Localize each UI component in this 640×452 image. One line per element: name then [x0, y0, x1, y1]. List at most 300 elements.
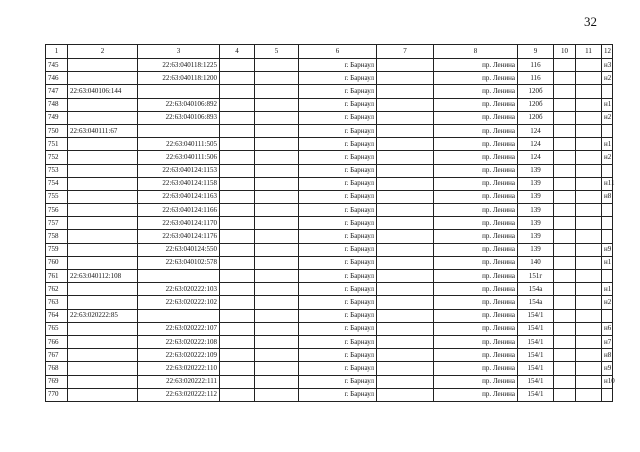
column-header: 6 [299, 45, 377, 59]
column-5-cell [255, 151, 299, 164]
city-cell: г. Барнаул [299, 230, 377, 243]
column-header: 8 [434, 45, 518, 59]
street-cell: пр. Ленина [434, 335, 518, 348]
parcel-number-cell [68, 111, 138, 124]
premises-number-cell [602, 270, 613, 283]
column-5-cell [255, 309, 299, 322]
column-7-cell [377, 283, 434, 296]
premises-number-cell: н8 [602, 190, 613, 203]
column-4-cell [220, 349, 255, 362]
column-10-cell [554, 270, 576, 283]
table-row [46, 204, 613, 217]
column-10-cell [554, 256, 576, 269]
column-11-cell [576, 59, 602, 72]
table-row [46, 59, 613, 72]
parcel-number-cell [68, 362, 138, 375]
street-cell: пр. Ленина [434, 375, 518, 388]
column-7-cell [377, 388, 434, 401]
row-number-cell: 767 [46, 349, 68, 362]
column-header: 9 [518, 45, 554, 59]
cadastral-number-cell [138, 85, 220, 98]
city-cell: г. Барнаул [299, 309, 377, 322]
city-cell: г. Барнаул [299, 256, 377, 269]
column-10-cell [554, 322, 576, 335]
parcel-number-cell [68, 296, 138, 309]
column-10-cell [554, 85, 576, 98]
parcel-number-cell [68, 151, 138, 164]
premises-number-cell [602, 85, 613, 98]
column-header: 4 [220, 45, 255, 59]
parcel-number-cell [68, 190, 138, 203]
cadastral-number-cell: 22:63:020222:108 [138, 335, 220, 348]
row-number-cell: 769 [46, 375, 68, 388]
column-7-cell [377, 362, 434, 375]
table-row [46, 283, 613, 296]
parcel-number-cell [68, 335, 138, 348]
column-7-cell [377, 164, 434, 177]
premises-number-cell [602, 388, 613, 401]
row-number-cell: 766 [46, 335, 68, 348]
column-7-cell [377, 59, 434, 72]
city-cell: г. Барнаул [299, 322, 377, 335]
column-11-cell [576, 98, 602, 111]
row-number-cell: 756 [46, 204, 68, 217]
column-header: 11 [576, 45, 602, 59]
table-row [46, 164, 613, 177]
city-cell: г. Барнаул [299, 217, 377, 230]
column-4-cell [220, 164, 255, 177]
column-5-cell [255, 217, 299, 230]
parcel-number-cell [68, 230, 138, 243]
cadastral-number-cell: 22:63:040106:892 [138, 98, 220, 111]
cadastral-number-cell: 22:63:040124:1166 [138, 204, 220, 217]
table-row [46, 256, 613, 269]
column-11-cell [576, 256, 602, 269]
column-5-cell [255, 204, 299, 217]
column-7-cell [377, 190, 434, 203]
city-cell: г. Барнаул [299, 335, 377, 348]
parcel-number-cell [68, 256, 138, 269]
column-11-cell [576, 177, 602, 190]
row-number-cell: 758 [46, 230, 68, 243]
city-cell: г. Барнаул [299, 349, 377, 362]
column-10-cell [554, 138, 576, 151]
column-4-cell [220, 98, 255, 111]
row-number-cell: 763 [46, 296, 68, 309]
column-header: 1 [46, 45, 68, 59]
cadastral-number-cell: 22:63:040102:578 [138, 256, 220, 269]
cadastral-number-cell: 22:63:020222:112 [138, 388, 220, 401]
column-11-cell [576, 322, 602, 335]
table-row [46, 349, 613, 362]
table-row [46, 217, 613, 230]
house-number-cell: 154/1 [518, 322, 554, 335]
column-11-cell [576, 138, 602, 151]
column-7-cell [377, 296, 434, 309]
premises-number-cell: н11 [602, 177, 613, 190]
parcel-number-cell [68, 164, 138, 177]
cadastral-number-cell: 22:63:040111:505 [138, 138, 220, 151]
column-4-cell [220, 72, 255, 85]
column-11-cell [576, 388, 602, 401]
cadastral-number-cell: 22:63:020222:109 [138, 349, 220, 362]
column-10-cell [554, 98, 576, 111]
header-row [46, 45, 613, 59]
street-cell: пр. Ленина [434, 138, 518, 151]
premises-number-cell: н3 [602, 59, 613, 72]
street-cell: пр. Ленина [434, 362, 518, 375]
street-cell: пр. Ленина [434, 256, 518, 269]
premises-number-cell: н9 [602, 243, 613, 256]
house-number-cell: 140 [518, 256, 554, 269]
house-number-cell: 154/1 [518, 362, 554, 375]
column-10-cell [554, 190, 576, 203]
house-number-cell: 154/1 [518, 349, 554, 362]
house-number-cell: 120б [518, 85, 554, 98]
premises-number-cell [602, 124, 613, 137]
city-cell: г. Барнаул [299, 138, 377, 151]
column-5-cell [255, 230, 299, 243]
column-4-cell [220, 190, 255, 203]
street-cell: пр. Ленина [434, 151, 518, 164]
parcel-number-cell [68, 375, 138, 388]
table-row [46, 190, 613, 203]
column-11-cell [576, 362, 602, 375]
city-cell: г. Барнаул [299, 124, 377, 137]
column-5-cell [255, 270, 299, 283]
street-cell: пр. Ленина [434, 322, 518, 335]
column-4-cell [220, 309, 255, 322]
column-4-cell [220, 296, 255, 309]
column-11-cell [576, 204, 602, 217]
street-cell: пр. Ленина [434, 190, 518, 203]
registry-table [45, 44, 613, 402]
city-cell: г. Барнаул [299, 177, 377, 190]
column-11-cell [576, 111, 602, 124]
cadastral-number-cell [138, 124, 220, 137]
row-number-cell: 750 [46, 124, 68, 137]
parcel-number-cell: 22:63:040106:144 [68, 85, 138, 98]
column-5-cell [255, 349, 299, 362]
premises-number-cell [602, 164, 613, 177]
row-number-cell: 749 [46, 111, 68, 124]
city-cell: г. Барнаул [299, 375, 377, 388]
street-cell: пр. Ленина [434, 309, 518, 322]
premises-number-cell: н1 [602, 98, 613, 111]
column-5-cell [255, 164, 299, 177]
house-number-cell: 154а [518, 283, 554, 296]
row-number-cell: 764 [46, 309, 68, 322]
house-number-cell: 139 [518, 230, 554, 243]
cadastral-number-cell: 22:63:040124:1153 [138, 164, 220, 177]
street-cell: пр. Ленина [434, 85, 518, 98]
column-11-cell [576, 164, 602, 177]
row-number-cell: 762 [46, 283, 68, 296]
column-4-cell [220, 217, 255, 230]
column-7-cell [377, 322, 434, 335]
column-10-cell [554, 204, 576, 217]
street-cell: пр. Ленина [434, 164, 518, 177]
table-row [46, 72, 613, 85]
city-cell: г. Барнаул [299, 243, 377, 256]
table-row [46, 177, 613, 190]
city-cell: г. Барнаул [299, 362, 377, 375]
column-header: 3 [138, 45, 220, 59]
column-10-cell [554, 309, 576, 322]
street-cell: пр. Ленина [434, 72, 518, 85]
house-number-cell: 124 [518, 151, 554, 164]
row-number-cell: 753 [46, 164, 68, 177]
house-number-cell: 139 [518, 217, 554, 230]
column-11-cell [576, 349, 602, 362]
street-cell: пр. Ленина [434, 98, 518, 111]
cadastral-number-cell: 22:63:020222:102 [138, 296, 220, 309]
row-number-cell: 755 [46, 190, 68, 203]
column-7-cell [377, 177, 434, 190]
column-4-cell [220, 375, 255, 388]
street-cell: пр. Ленина [434, 177, 518, 190]
column-4-cell [220, 243, 255, 256]
row-number-cell: 757 [46, 217, 68, 230]
house-number-cell: 154/1 [518, 335, 554, 348]
city-cell: г. Барнаул [299, 151, 377, 164]
house-number-cell: 124 [518, 124, 554, 137]
column-5-cell [255, 111, 299, 124]
table-row [46, 309, 613, 322]
column-10-cell [554, 230, 576, 243]
parcel-number-cell [68, 138, 138, 151]
column-5-cell [255, 98, 299, 111]
parcel-number-cell: 22:63:040112:108 [68, 270, 138, 283]
cadastral-number-cell: 22:63:020222:110 [138, 362, 220, 375]
column-10-cell [554, 349, 576, 362]
street-cell: пр. Ленина [434, 217, 518, 230]
column-7-cell [377, 98, 434, 111]
column-7-cell [377, 72, 434, 85]
table-row [46, 335, 613, 348]
premises-number-cell: н10 [602, 375, 613, 388]
city-cell: г. Барнаул [299, 72, 377, 85]
row-number-cell: 745 [46, 59, 68, 72]
column-7-cell [377, 138, 434, 151]
parcel-number-cell [68, 217, 138, 230]
parcel-number-cell [68, 349, 138, 362]
column-10-cell [554, 335, 576, 348]
column-4-cell [220, 283, 255, 296]
city-cell: г. Барнаул [299, 98, 377, 111]
cadastral-number-cell: 22:63:020222:111 [138, 375, 220, 388]
street-cell: пр. Ленина [434, 59, 518, 72]
column-10-cell [554, 111, 576, 124]
parcel-number-cell [68, 322, 138, 335]
column-10-cell [554, 217, 576, 230]
premises-number-cell [602, 309, 613, 322]
cadastral-number-cell: 22:63:040124:1176 [138, 230, 220, 243]
parcel-number-cell: 22:63:020222:85 [68, 309, 138, 322]
column-7-cell [377, 243, 434, 256]
page-number: 32 [584, 14, 597, 29]
column-header: 2 [68, 45, 138, 59]
street-cell: пр. Ленина [434, 388, 518, 401]
column-10-cell [554, 296, 576, 309]
city-cell: г. Барнаул [299, 283, 377, 296]
row-number-cell: 760 [46, 256, 68, 269]
parcel-number-cell [68, 204, 138, 217]
parcel-number-cell: 22:63:040111:67 [68, 124, 138, 137]
premises-number-cell: н2 [602, 296, 613, 309]
street-cell: пр. Ленина [434, 243, 518, 256]
column-11-cell [576, 85, 602, 98]
column-11-cell [576, 335, 602, 348]
column-7-cell [377, 111, 434, 124]
column-5-cell [255, 72, 299, 85]
premises-number-cell: н8 [602, 349, 613, 362]
column-5-cell [255, 388, 299, 401]
house-number-cell: 120б [518, 111, 554, 124]
column-4-cell [220, 151, 255, 164]
row-number-cell: 748 [46, 98, 68, 111]
cadastral-number-cell: 22:63:020222:103 [138, 283, 220, 296]
column-5-cell [255, 375, 299, 388]
house-number-cell: 154/1 [518, 309, 554, 322]
column-10-cell [554, 362, 576, 375]
premises-number-cell: н6 [602, 322, 613, 335]
city-cell: г. Барнаул [299, 190, 377, 203]
column-5-cell [255, 59, 299, 72]
house-number-cell: 154/1 [518, 388, 554, 401]
parcel-number-cell [68, 388, 138, 401]
column-5-cell [255, 243, 299, 256]
table-row [46, 296, 613, 309]
column-5-cell [255, 177, 299, 190]
row-number-cell: 759 [46, 243, 68, 256]
house-number-cell: 116 [518, 72, 554, 85]
cadastral-number-cell: 22:63:040111:506 [138, 151, 220, 164]
table-row [46, 85, 613, 98]
column-header: 10 [554, 45, 576, 59]
column-10-cell [554, 375, 576, 388]
column-4-cell [220, 85, 255, 98]
column-11-cell [576, 243, 602, 256]
cadastral-number-cell: 22:63:040106:893 [138, 111, 220, 124]
column-5-cell [255, 256, 299, 269]
column-11-cell [576, 230, 602, 243]
cadastral-number-cell: 22:63:040118:1225 [138, 59, 220, 72]
column-11-cell [576, 124, 602, 137]
row-number-cell: 770 [46, 388, 68, 401]
street-cell: пр. Ленина [434, 111, 518, 124]
house-number-cell: 116 [518, 59, 554, 72]
table-row [46, 243, 613, 256]
column-5-cell [255, 335, 299, 348]
column-4-cell [220, 138, 255, 151]
premises-number-cell: н2 [602, 72, 613, 85]
column-4-cell [220, 335, 255, 348]
parcel-number-cell [68, 177, 138, 190]
column-7-cell [377, 349, 434, 362]
column-11-cell [576, 375, 602, 388]
column-10-cell [554, 243, 576, 256]
street-cell: пр. Ленина [434, 204, 518, 217]
table-row [46, 124, 613, 137]
table-row [46, 98, 613, 111]
column-7-cell [377, 270, 434, 283]
column-4-cell [220, 124, 255, 137]
city-cell: г. Барнаул [299, 296, 377, 309]
table-row [46, 375, 613, 388]
house-number-cell: 120б [518, 98, 554, 111]
house-number-cell: 124 [518, 138, 554, 151]
column-7-cell [377, 335, 434, 348]
row-number-cell: 747 [46, 85, 68, 98]
column-4-cell [220, 204, 255, 217]
house-number-cell: 139 [518, 243, 554, 256]
row-number-cell: 746 [46, 72, 68, 85]
street-cell: пр. Ленина [434, 124, 518, 137]
premises-number-cell: н2 [602, 151, 613, 164]
column-10-cell [554, 283, 576, 296]
house-number-cell: 151г [518, 270, 554, 283]
cadastral-number-cell: 22:63:040124:1163 [138, 190, 220, 203]
column-5-cell [255, 296, 299, 309]
column-10-cell [554, 72, 576, 85]
column-11-cell [576, 217, 602, 230]
street-cell: пр. Ленина [434, 283, 518, 296]
column-4-cell [220, 111, 255, 124]
parcel-number-cell [68, 283, 138, 296]
house-number-cell: 154/1 [518, 375, 554, 388]
column-11-cell [576, 283, 602, 296]
premises-number-cell: н1 [602, 283, 613, 296]
column-10-cell [554, 124, 576, 137]
table-row [46, 388, 613, 401]
column-11-cell [576, 296, 602, 309]
table-row [46, 322, 613, 335]
column-5-cell [255, 283, 299, 296]
column-7-cell [377, 256, 434, 269]
house-number-cell: 139 [518, 177, 554, 190]
street-cell: пр. Ленина [434, 349, 518, 362]
city-cell: г. Барнаул [299, 270, 377, 283]
column-4-cell [220, 256, 255, 269]
column-7-cell [377, 375, 434, 388]
table-row [46, 230, 613, 243]
column-4-cell [220, 230, 255, 243]
premises-number-cell: н1 [602, 256, 613, 269]
column-10-cell [554, 59, 576, 72]
column-4-cell [220, 322, 255, 335]
cadastral-number-cell: 22:63:040124:550 [138, 243, 220, 256]
table-row [46, 270, 613, 283]
premises-number-cell: н9 [602, 362, 613, 375]
house-number-cell: 154а [518, 296, 554, 309]
cadastral-number-cell: 22:63:040124:1158 [138, 177, 220, 190]
cadastral-number-cell: 22:63:040118:1200 [138, 72, 220, 85]
table-row [46, 111, 613, 124]
house-number-cell: 139 [518, 204, 554, 217]
column-10-cell [554, 151, 576, 164]
column-11-cell [576, 309, 602, 322]
row-number-cell: 768 [46, 362, 68, 375]
premises-number-cell [602, 230, 613, 243]
premises-number-cell [602, 217, 613, 230]
row-number-cell: 754 [46, 177, 68, 190]
house-number-cell: 139 [518, 164, 554, 177]
column-7-cell [377, 204, 434, 217]
parcel-number-cell [68, 98, 138, 111]
street-cell: пр. Ленина [434, 270, 518, 283]
premises-number-cell: н7 [602, 335, 613, 348]
